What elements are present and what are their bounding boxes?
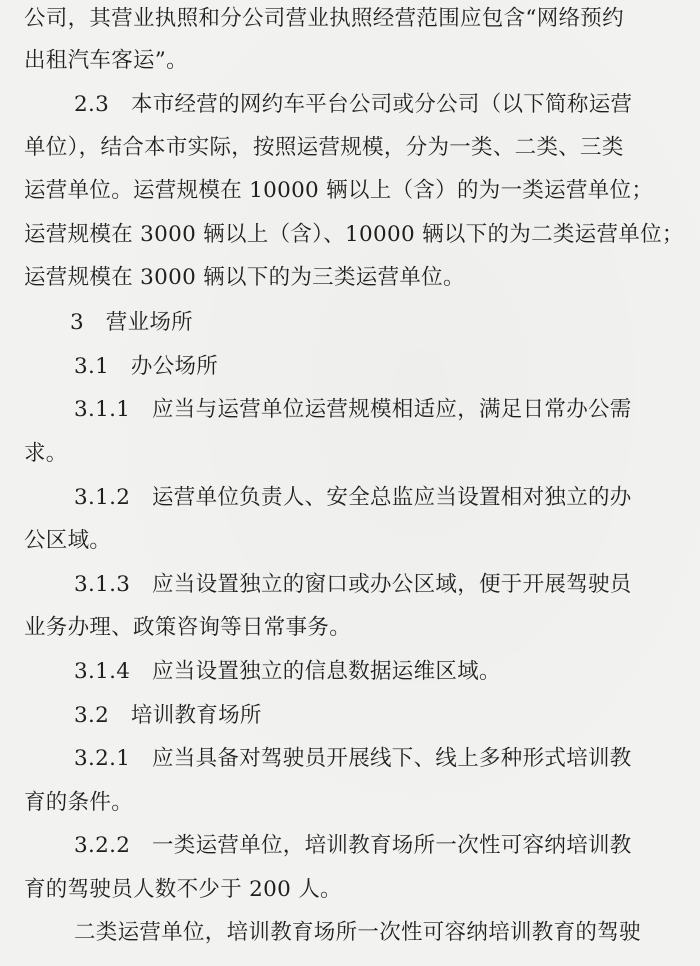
text-line: 3.1.2 运营单位负责人、安全总监应当设置相对独立的办	[74, 485, 632, 510]
text-line: 2.3 本市经营的网约车平台公司或分公司（以下简称运营	[74, 92, 633, 117]
text-line: 公司，其营业执照和分公司营业执照经营范围应包含“网络预约	[24, 6, 624, 31]
text-line: 3.2.1 应当具备对驾驶员开展线下、线上多种形式培训教	[74, 746, 632, 771]
text-line: 业务办理、政策咨询等日常事务。	[24, 615, 352, 640]
text-line: 育的驾驶员人数不少于 200 人。	[24, 877, 342, 902]
text-line: 3.2.2 一类运营单位，培训教育场所一次性可容纳培训教	[74, 833, 632, 858]
text-line: 运营单位。运营规模在 10000 辆以上（含）的为一类运营单位；	[24, 178, 654, 203]
text-line: 公区域。	[24, 528, 112, 553]
subsection-heading: 3.1 办公场所	[74, 354, 219, 379]
text-line: 3.1.3 应当设置独立的窗口或办公区域，便于开展驾驶员	[74, 572, 632, 597]
subsection-heading: 3.2 培训教育场所	[74, 703, 262, 728]
text-line: 运营规模在 3000 辆以上（含）、10000 辆以下的为二类运营单位；	[24, 222, 684, 247]
text-line: 3.1.1 应当与运营单位运营规模相适应，满足日常办公需	[74, 397, 632, 422]
text-line: 求。	[24, 441, 68, 466]
text-line: 单位），结合本市实际，按照运营规模，分为一类、二类、三类	[24, 135, 624, 160]
text-line: 二类运营单位，培训教育场所一次性可容纳培训教育的驾驶	[74, 920, 641, 945]
text-line: 育的条件。	[24, 790, 134, 815]
text-line: 运营规模在 3000 辆以下的为三类运营单位。	[24, 265, 465, 290]
text-line: 出租汽车客运”。	[24, 48, 188, 73]
text-line: 3.1.4 应当设置独立的信息数据运维区域。	[74, 659, 501, 684]
section-heading: 3 营业场所	[70, 310, 193, 335]
